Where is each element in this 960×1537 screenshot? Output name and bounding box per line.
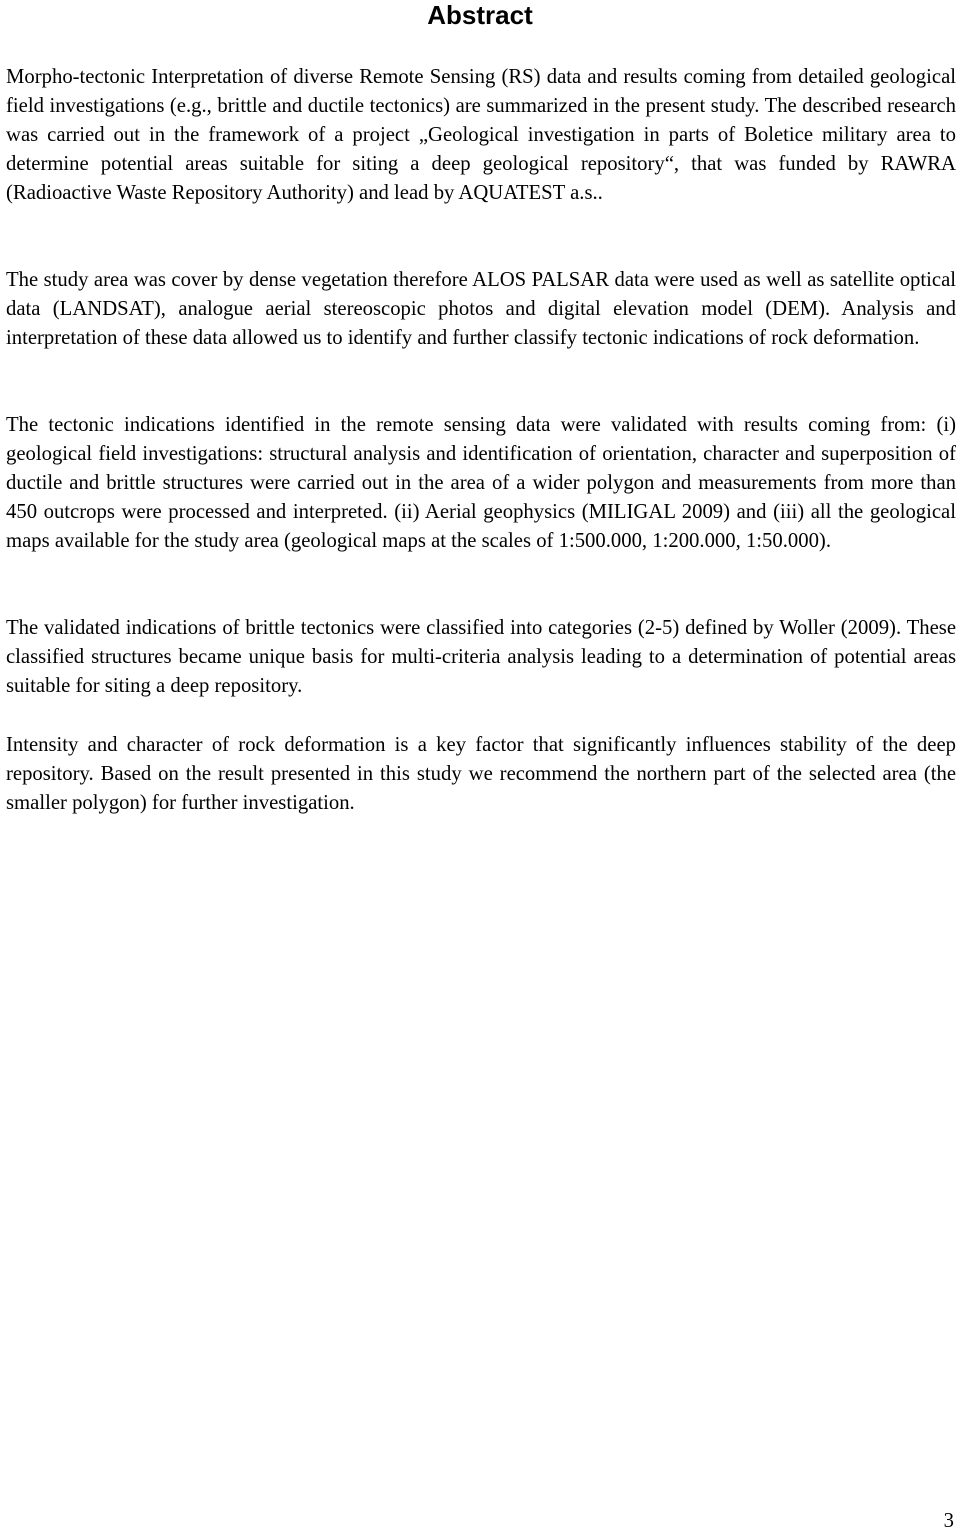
page-title: Abstract — [427, 0, 533, 30]
abstract-paragraph-2: The study area was cover by dense vegetation therefore ALOS PALSAR data were used as well as satellite optical data (LANDSAT), analogue aerial stereoscopic photos and digital elevation model (DEM). Analysis and interpretation of these data allowed us to identify and further classify tectonic indications of rock deformation. — [6, 269, 956, 350]
abstract-paragraph-3: The tectonic indications identified in the remote sensing data were validated with results coming from: (i) geological field investigations: structural analysis and identification of orientation, character and superposition of ductile and brittle structures were carried out in the area of a wider polygon and measurements from more than 450 outcrops were processed and interpreted. (ii) Aerial geophysics (MILIGAL 2009) and (iii) all the geological maps available for the study area (geological maps at the scales of 1:500.000, 1:200.000, 1:50.000). — [6, 414, 956, 553]
abstract-paragraph-1: Morpho-tectonic Interpretation of diverse Remote Sensing (RS) data and results coming from detailed geological field investigations (e.g., brittle and ductile tectonics) are summarized in the present study. The described research was carried out in the framework of a project „Geological investigation in parts of Boletice military area to determine potential areas suitable for siting a deep geological repository“, that was funded by RAWRA (Radioactive Waste Repository Authority) and lead by AQUATEST a.s.. — [6, 66, 956, 205]
abstract-paragraph-4: The validated indications of brittle tectonics were classified into categories (2-5) defined by Woller (2009). These classified structures became unique basis for multi-criteria analysis leading to a determination of potential areas suitable for siting a deep repository. — [6, 617, 956, 698]
page-number: 3 — [943, 1510, 954, 1532]
abstract-paragraph-5: Intensity and character of rock deformation is a key factor that significantly influences stability of the deep repository. Based on the result presented in this study we recommend the northern part of the selected area (the smaller polygon) for further investigation. — [6, 734, 956, 815]
